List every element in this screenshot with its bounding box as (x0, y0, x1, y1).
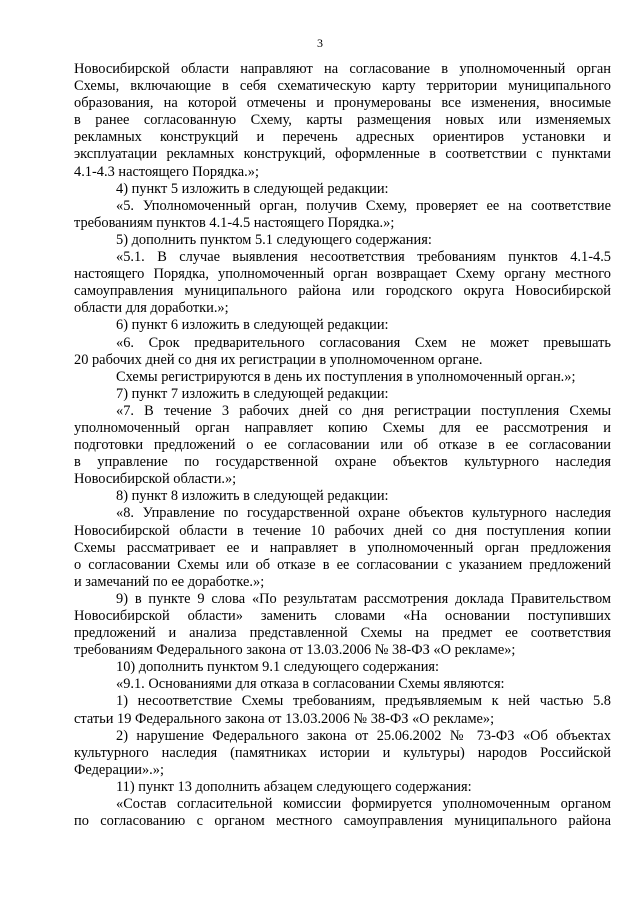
text-line: в ранее согласованную Схему, карты размещения новых или изменяемых (74, 112, 611, 129)
text-line: 20 рабочих дней со дня их регистрации в уполномоченном органе. (74, 351, 483, 368)
text-line: настоящего Порядка, уполномоченный орган возвращает Схему органу местного (74, 266, 611, 283)
text-line: культурного наследия (памятниках истории и культуры) народов Российской (74, 744, 611, 761)
text-line: предложений и анализа представленной Схемы на предмет ее соответствия (74, 625, 611, 642)
text-line: «8. Управление по государственной охране объектов культурного наследия (116, 505, 611, 522)
text-line: «7. В течение 3 рабочих дней со дня регистрации поступления Схемы (116, 402, 611, 419)
text-line: Новосибирской области в течение 10 рабочих дней со дня поступления копии (74, 522, 611, 539)
text-line: уполномоченный орган направляет копию Схемы для ее рассмотрения и (74, 419, 611, 436)
text-line: Новосибирской области направляют на согласование в уполномоченный орган (74, 61, 611, 77)
text-line: «Состав согласительной комиссии формируется уполномоченным органом (116, 796, 611, 813)
text-line: Схемы рассматривает ее и направляет в уполномоченный орган предложения (74, 539, 611, 556)
text-line: 2) нарушение Федерального закона от 25.06.2002 № 73-ФЗ «Об объектах (116, 727, 611, 744)
text-line: 4) пункт 5 изложить в следующей редакции: (116, 180, 389, 197)
text-line: самоуправления муниципального района или городского округа Новосибирской (74, 283, 611, 300)
text-line: о согласовании Схемы или об отказе в ее согласовании с указанием предложений (74, 556, 611, 573)
document-body (74, 61, 611, 830)
text-line: эксплуатации рекламных конструкций, оформленные в соответствии с пунктами (74, 146, 611, 163)
text-line: 1) несоответствие Схемы требованиям, предъявляемым к ней частью 5.8 (116, 693, 611, 710)
text-line: Схемы, включающие в себя схематическую карту территории муниципального (74, 78, 611, 95)
text-line: Новосибирской области» заменить словами «На основании поступивших (74, 608, 611, 624)
text-line: 7) пункт 7 изложить в следующей редакции: (116, 385, 389, 402)
text-line: области для доработки.»; (74, 300, 229, 317)
text-line: «5. Уполномоченный орган, получив Схему, проверяет ее на соответствие (116, 197, 611, 214)
text-line: статьи 19 Федерального закона от 13.03.2006 № 38-ФЗ «О рекламе»; (74, 710, 495, 727)
text-line: Схемы регистрируются в день их поступления в уполномоченный орган.»; (116, 368, 576, 385)
text-line: 8) пункт 8 изложить в следующей редакции: (116, 488, 389, 505)
text-line: «9.1. Основаниями для отказа в согласовании Схемы являются: (116, 676, 505, 693)
text-line: в управление по государственной охране объектов культурного наследия (74, 454, 611, 471)
text-line: «6. Срок предварительного согласования Схем не может превышать (116, 334, 611, 351)
text-line: требованиям Федерального закона от 13.03.2006 № 38-ФЗ «О рекламе»; (74, 642, 516, 659)
text-line: рекламных конструкций и перечень адресных ориентиров установки и (74, 129, 611, 146)
text-line: 6) пункт 6 изложить в следующей редакции: (116, 317, 389, 334)
text-line: требованиям пунктов 4.1-4.5 настоящего Порядка.»; (74, 214, 395, 231)
text-line: 11) пункт 13 дополнить абзацем следующего содержания: (116, 778, 472, 795)
text-line: 4.1-4.3 настоящего Порядка.»; (74, 163, 259, 180)
text-line: и замечаний по ее доработке.»; (74, 573, 265, 590)
text-line: 9) в пункте 9 слова «По результатам рассмотрения доклада Правительством (116, 590, 611, 607)
text-line: по согласованию с органом местного самоуправления муниципального района (74, 813, 611, 830)
text-line: подготовки предложений о ее согласовании или об отказе в ее согласовании (74, 437, 611, 454)
text-line: 5) дополнить пунктом 5.1 следующего содержания: (116, 231, 432, 248)
text-line: Новосибирской области.»; (74, 471, 237, 488)
page-number: 3 (317, 36, 323, 50)
text-line: образования, на которой отмечены и пронумерованы все изменения, вносимые (74, 95, 611, 112)
text-line: Федерации».»; (74, 761, 164, 778)
text-line: «5.1. В случае выявления несоответствия требованиям пунктов 4.1-4.5 (116, 249, 611, 266)
text-line: 10) дополнить пунктом 9.1 следующего содержания: (116, 659, 440, 676)
